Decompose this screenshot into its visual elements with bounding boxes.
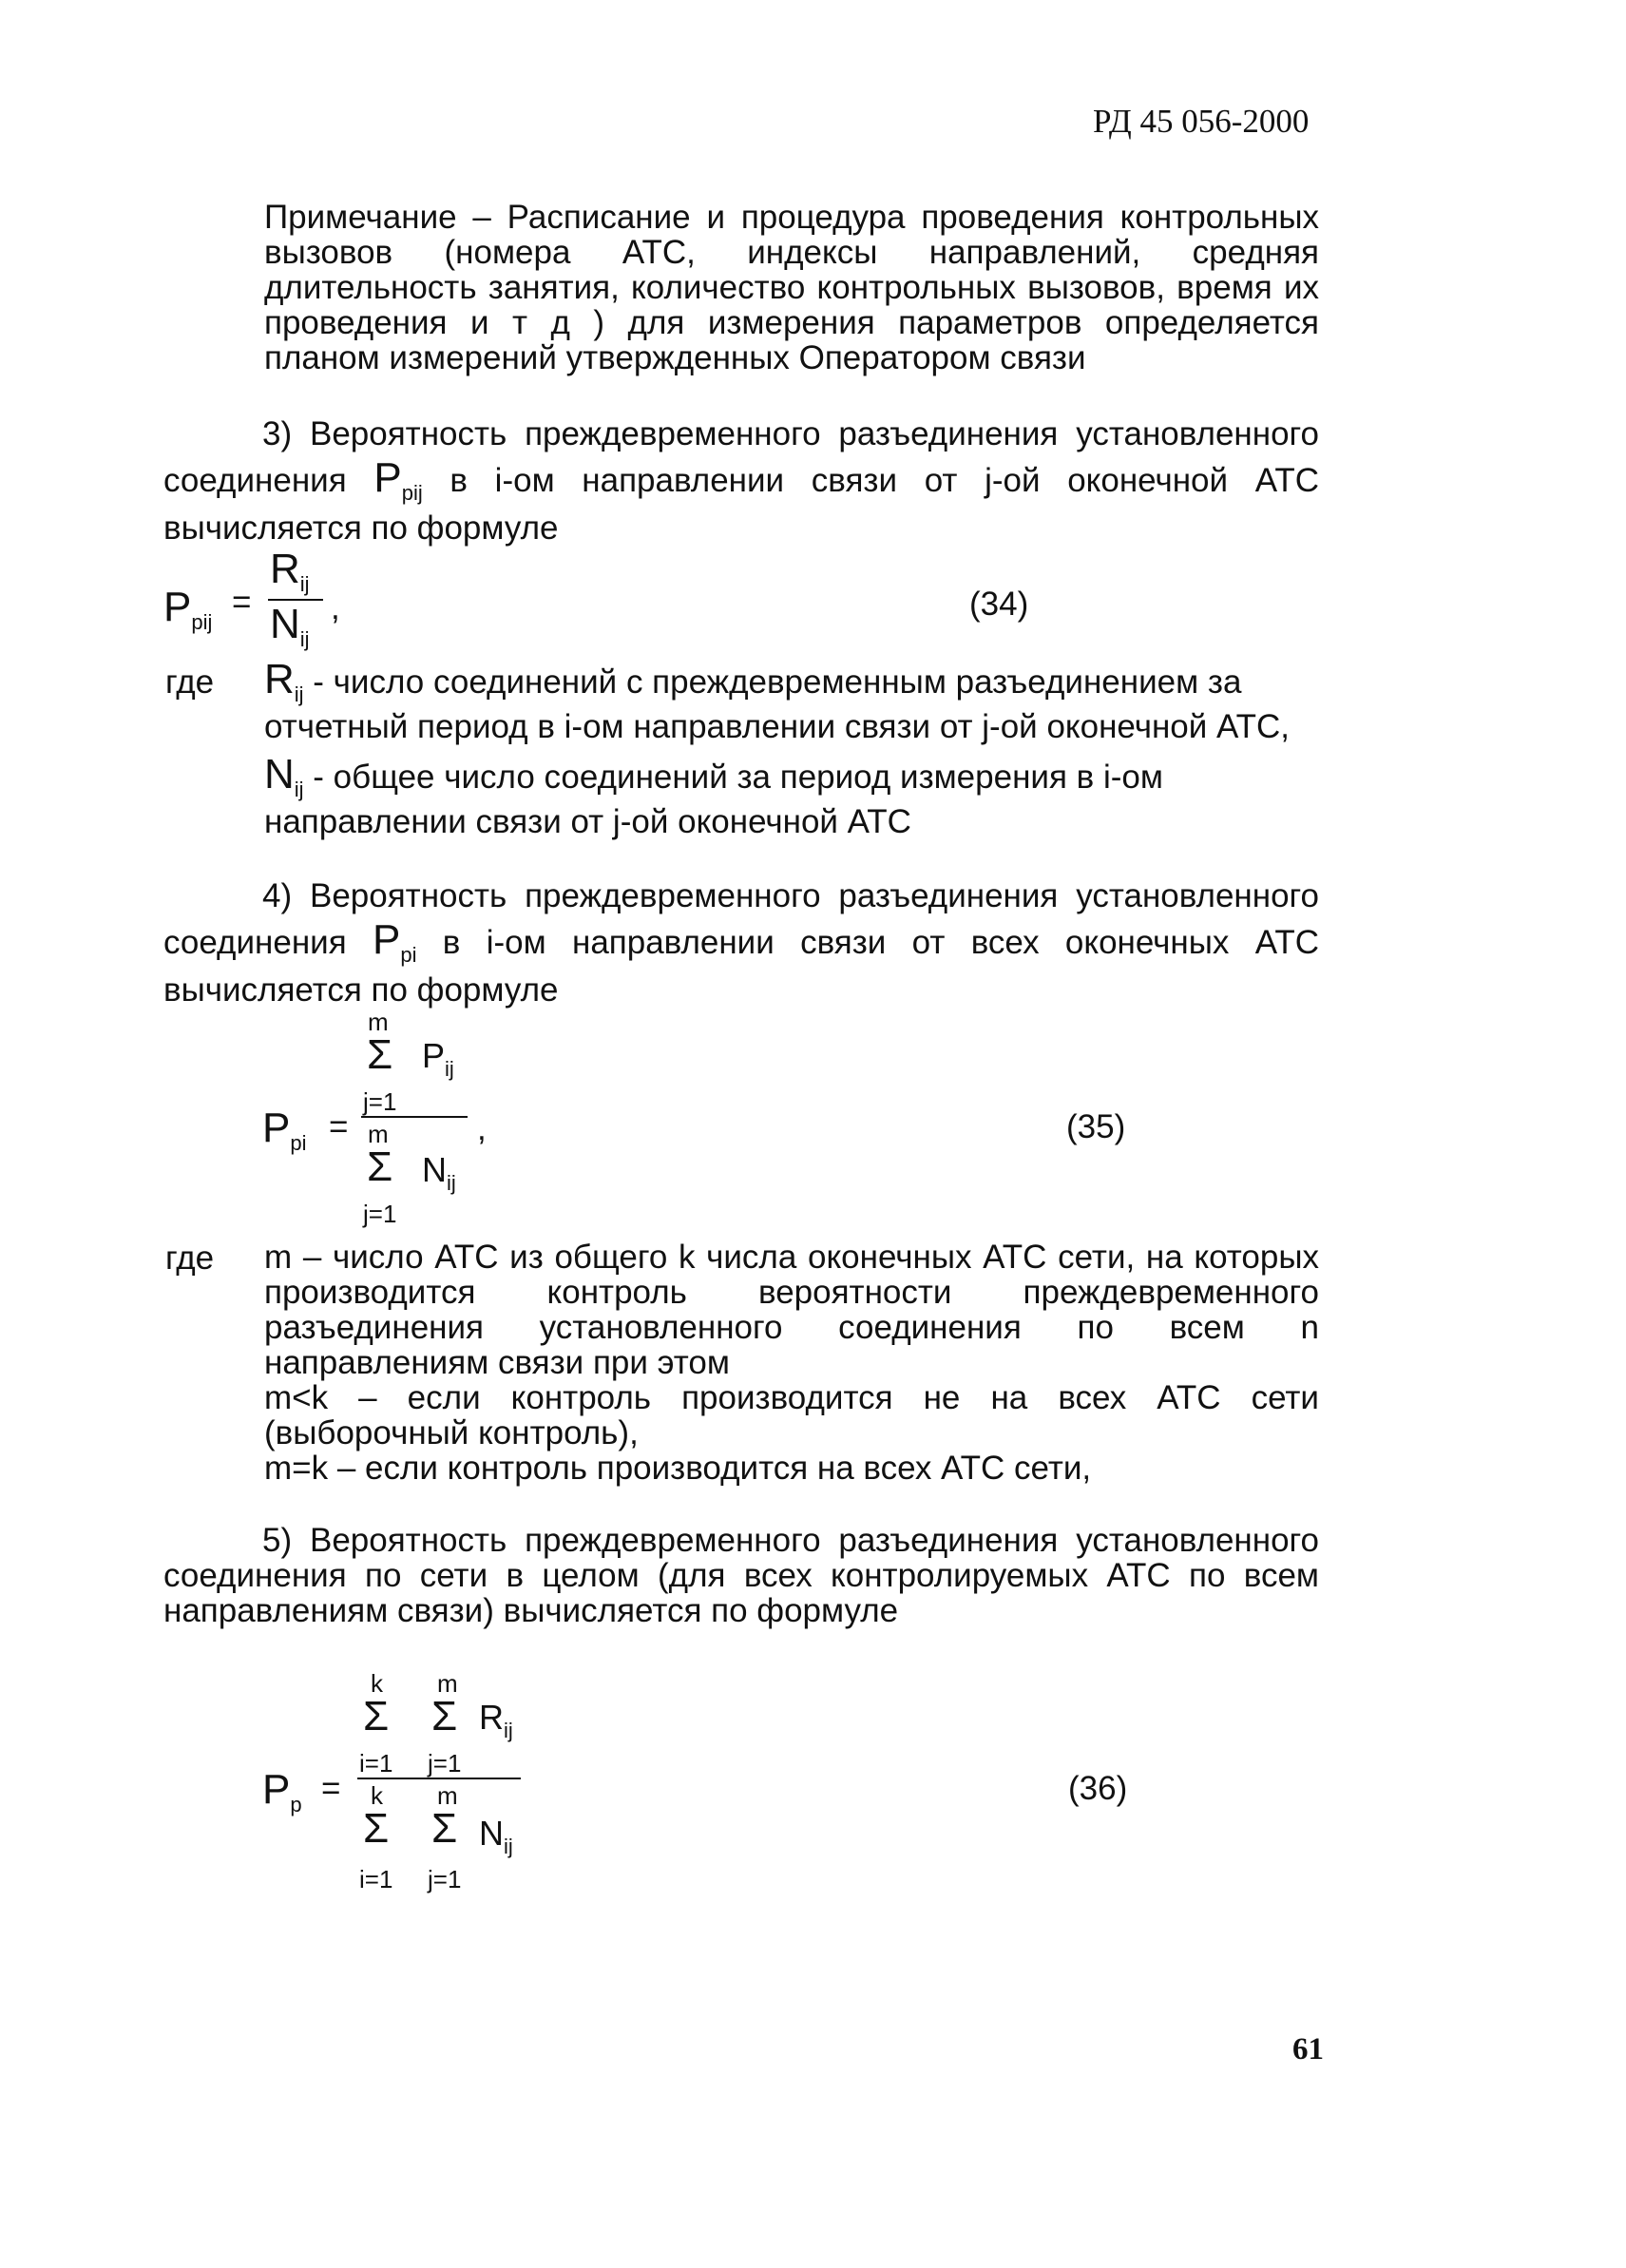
item-3-symbol: $P_{рij}$ — [373, 454, 423, 505]
formula-35-equals: = — [329, 1108, 349, 1145]
item-4-symbol: $P_{рi}$ — [372, 916, 417, 967]
formula-34-lhs: $P_{рij}$ — [163, 584, 213, 634]
formula-35-den-lower-limit: j=1 — [363, 1200, 397, 1228]
item-4-text-rest: в i-ом направлении связи от всех оконечных АТС вычисляется по формуле — [163, 924, 1319, 1009]
item-3-text-rest: в i-ом направлении связи от j-ой оконечной АТС вычисляется по формуле — [163, 462, 1319, 547]
formula-36 — [163, 1671, 1319, 1918]
definitions-34 — [264, 656, 1319, 846]
formula-35-lhs: $P_{рi}$ — [262, 1105, 307, 1155]
formula-36-num-sigma-i: Σ — [363, 1693, 390, 1739]
item-5-paragraph: 5) Вероятность преждевременного разъединения установленного соединения по сети в целом (для всех контролируемых АТС по всем направлениям связи) вычисляется по формуле — [163, 1522, 1319, 1629]
note-paragraph: Примечание – Расписание и процедура проведения контрольных вызовов (номера АТС, индексы направлений, средняя длительность занятия, количество контрольных вызовов, время их проведения и т д ) для измерения параметров определяется планом измерений утвержденных Оператором связи — [264, 199, 1319, 376]
formula-35-den-sigma: Σ — [367, 1144, 393, 1190]
where-label-35: где — [165, 1240, 215, 1277]
formula-36-den-lower-j: j=1 — [428, 1865, 462, 1893]
definition-n-cont: направлении связи от j-ой оконечной АТС — [264, 803, 911, 840]
formula-36-num-lower-i: i=1 — [359, 1749, 393, 1778]
formula-35-den-upper-limit: m — [368, 1120, 389, 1148]
formula-36-den-upper-m: m — [437, 1781, 458, 1810]
formula-35-num-upper-limit: m — [368, 1008, 389, 1036]
formula-34-comma: , — [331, 589, 340, 626]
formula-34-numerator: $R_{ij}$ — [270, 546, 310, 596]
formula-36-num-sigma-j: Σ — [431, 1693, 458, 1739]
formula-36-num-upper-k: k — [371, 1669, 383, 1698]
formula-36-num-lower-j: j=1 — [428, 1749, 462, 1778]
where-label-34: где — [165, 663, 215, 701]
formula-36-num-term: $R_{ij}$ — [479, 1698, 513, 1742]
definition-m-line-3: разъединения установленного соединения по всем n — [264, 1309, 1319, 1346]
formula-35-comma: , — [477, 1110, 487, 1147]
definition-r-cont: отчетный период в i-ом направлении связи от j-ой оконечной АТС, — [264, 708, 1291, 745]
formula-35-fraction-bar — [361, 1116, 468, 1118]
formula-35-num-lower-limit: j=1 — [363, 1087, 397, 1116]
formula-34-equals: = — [232, 584, 252, 621]
formula-36-fraction-bar — [357, 1778, 521, 1779]
formula-35 — [163, 1009, 1319, 1238]
formula-35-den-term: $N_{ij}$ — [422, 1150, 456, 1195]
definition-n: $N_{ij}$ - общее число соединений за период измерения в i-ом — [264, 751, 1163, 801]
formula-36-den-upper-k: k — [371, 1781, 383, 1810]
definition-r: $R_{ij}$ - число соединений с преждевременным разъединением за — [264, 656, 1242, 706]
formula-35-number: (35) — [1066, 1108, 1126, 1145]
formula-36-den-term: $N_{ij}$ — [479, 1814, 513, 1858]
item-4-text-start: 4) Вероятность преждевременного разъединения установленного соединения — [163, 877, 1319, 961]
item-3-text-start: 3) Вероятность преждевременного разъединения установленного соединения — [163, 415, 1319, 499]
definition-m-line-4: направлениям связи при этом — [264, 1344, 730, 1381]
formula-34 — [163, 546, 1319, 650]
page-number: 61 — [1292, 2032, 1324, 2066]
definition-m-line-2: производится контроль вероятности преждевременного — [264, 1274, 1319, 1311]
definitions-35 — [264, 1240, 1319, 1486]
item-3-paragraph — [163, 413, 1319, 550]
formula-36-number: (36) — [1068, 1770, 1128, 1807]
definition-m-line-6: (выборочный контроль), — [264, 1414, 639, 1451]
formula-36-lhs: $P_р$ — [262, 1766, 302, 1816]
formula-35-num-term: $P_{ij}$ — [422, 1036, 454, 1081]
formula-36-den-sigma-j: Σ — [431, 1805, 458, 1852]
definition-m-line-1: m – число АТС из общего k числа оконечных АТС сети, на которых — [264, 1239, 1319, 1276]
document-code-header: РД 45 056-2000 — [1093, 103, 1310, 140]
formula-36-equals: = — [321, 1770, 341, 1807]
formula-34-number: (34) — [969, 586, 1029, 623]
formula-35-num-sigma: Σ — [367, 1031, 393, 1078]
item-4-paragraph — [163, 875, 1319, 1012]
formula-36-den-lower-i: i=1 — [359, 1865, 393, 1893]
formula-34-denominator: $N_{ij}$ — [270, 601, 310, 651]
definition-m-line-5: m<k – если контроль производится не на всех АТС сети — [264, 1379, 1319, 1416]
formula-36-den-sigma-i: Σ — [363, 1805, 390, 1852]
definition-m-line-7: m=k – если контроль производится на всех АТС сети, — [264, 1450, 1092, 1487]
formula-36-num-upper-m: m — [437, 1669, 458, 1698]
